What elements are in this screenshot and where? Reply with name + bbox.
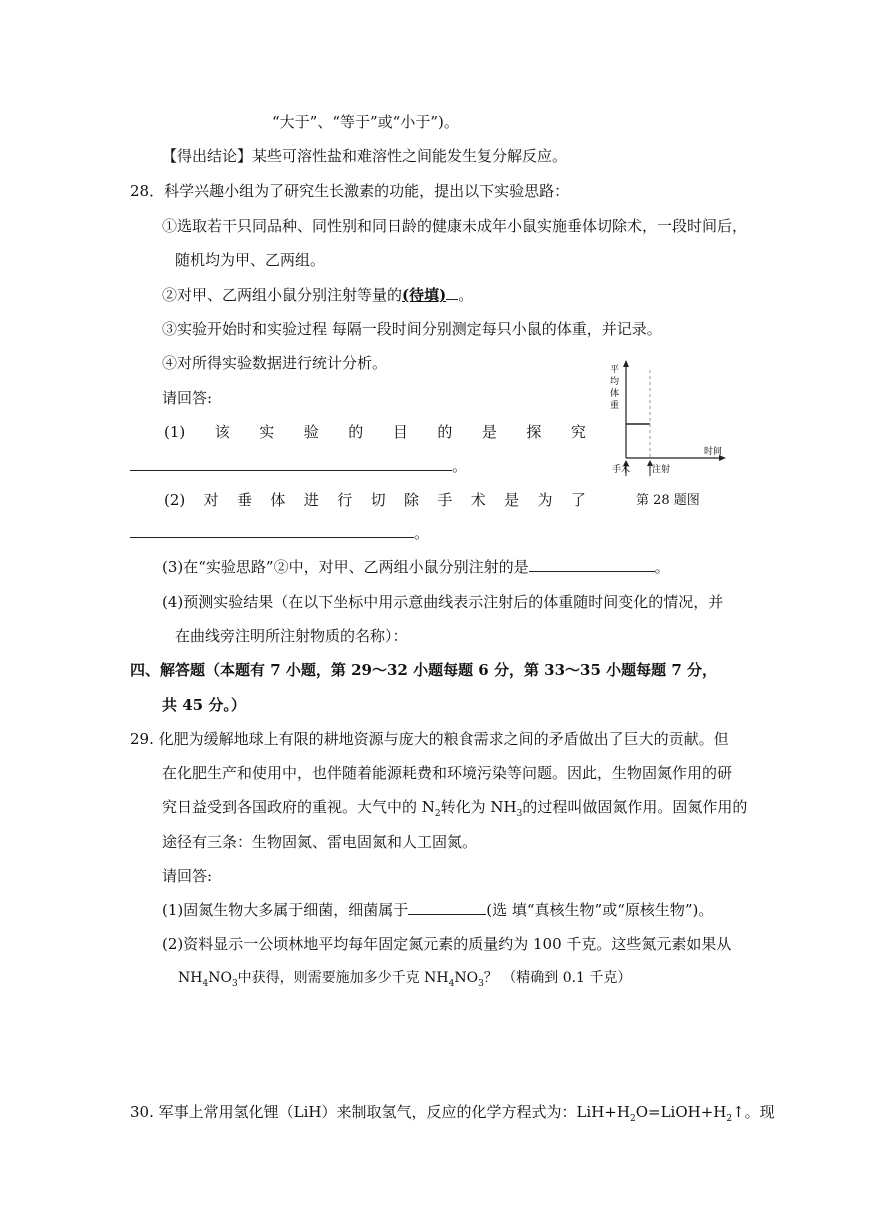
q-char: 体 [270,491,286,509]
question-28-stem: 28．科学兴趣小组为了研究生长激素的功能，提出以下实验思路： [130,182,570,200]
y-label-char: 均 [610,377,620,387]
q-char: 的 [348,423,364,441]
step-4: ④对所得实验数据进行统计分析。 [162,354,388,372]
y-label-char: 体 [610,389,620,399]
step-1: ①选取若干只同品种、同性别和同日龄的健康未成年小鼠实施垂体切除术，一段时间后， [162,217,748,235]
question-28-figure [600,358,740,488]
question-29-line3: 究日益受到各国政府的重视。大气中的 $N_2$转化为 $NH_3$的过程叫做固氮作用。固氮作用的 [162,798,748,819]
step-1-cont: 随机均为甲、乙两组。 [175,251,326,269]
x-axis-label: 时间 [704,447,723,457]
q-char: 是 [504,491,520,509]
question-29-line2: 在化肥生产和使用中，也伴随着能源耗费和环境污染等问题。因此，生物固氮作用的研 [162,764,733,782]
question-29-line1: 29. 化肥为缓解地球上有限的耕地资源与庞大的粮食需求之间的矛盾做出了巨大的贡献。但 [130,730,729,748]
question-29-2: (2)资料显示一公顷林地平均每年固定氮元素的质量约为 100 千克。这些氮元素如果从 [162,935,732,953]
answer-blank-2: 。 [130,523,429,543]
question-30: 30. 军事上常用氢化锂（LiH）来制取氢气，反应的化学方程式为：$LiH+H_2O=LiOH+H_2↑$。现 [130,1103,775,1124]
question-28-4-cont: 在曲线旁注明所注射物质的名称）： [175,627,408,645]
tick-label-injection: 注射 [652,465,671,475]
question-28-3: (3)在“实验思路”②中，对甲、乙两组小鼠分别注射的是 。 [162,558,670,576]
step-3: ③实验开始时和实验过程 每隔一段时间分别测定每只小鼠的体重，并记录。 [162,320,662,338]
q-char: 究 [570,423,586,441]
y-label-char: 重 [610,401,620,411]
section-4-heading-cont: 共 45 分。） [162,696,246,714]
figure-caption: 第 28 题图 [636,493,700,508]
text-line: “大于”、“等于”或“小于”)。 [272,113,459,131]
q-char: 实 [259,423,275,441]
y-axis-arrow-icon [623,360,629,367]
question-29-line4: 途径有三条：生物固氮、雷电固氮和人工固氮。 [162,833,478,851]
q-part: (1) [164,423,186,441]
step-2-text: ②对甲、乙两组小鼠分别注射等量的 [162,286,403,304]
text-line: 【得出结论】某些可溶性盐和难溶性之间能发生复分解反应。 [162,147,568,165]
q-char: 验 [303,423,319,441]
question-28-1 [164,422,586,442]
q-char: 术 [470,491,486,509]
question-29-1: (1)固氮生物大多属于细菌，细菌属于 (选 填“真核生物”或“原核生物”)。 [162,901,714,919]
q-char: 除 [403,491,419,509]
q-char: 是 [481,423,497,441]
q-char: 目 [392,423,408,441]
q-char: 该 [214,423,230,441]
fill-placeholder: (待填) [402,286,447,304]
q-char: 了 [570,491,586,509]
y-label-char: 平 [610,365,620,375]
q-char: 进 [303,491,319,509]
q-char: 为 [537,491,553,509]
question-28-2 [164,490,586,510]
section-4-heading: 四、解答题（本题有 7 小题，第 29～32 小题每题 6 分，第 33～35 小题每题 7 分， [130,661,718,679]
q-char: 切 [370,491,386,509]
question-28-4: (4)预测实验结果（在以下坐标中用示意曲线表示注射后的体重随时间变化的情况，并 [162,593,724,611]
q-char: 手 [437,491,453,509]
question-29-2-cont: $NH_4NO_3$中获得，则需要施加多少千克 $NH_4NO_3$？ （精确到 0.1 千克） [178,970,632,989]
q-char: 对 [203,491,219,509]
ask-label: 请回答: [162,389,213,407]
answer-blank-1: 。 [130,456,467,476]
q-char: 的 [437,423,453,441]
q-part: (2) [164,491,186,509]
q-char: 行 [337,491,353,509]
step-2-end: 。 [458,286,474,304]
ask-label: 请回答: [162,867,213,885]
tick-label-surgery: 手术 [612,465,631,475]
q-char: 垂 [237,491,253,509]
q-char: 探 [526,423,542,441]
step-2 [162,285,473,305]
